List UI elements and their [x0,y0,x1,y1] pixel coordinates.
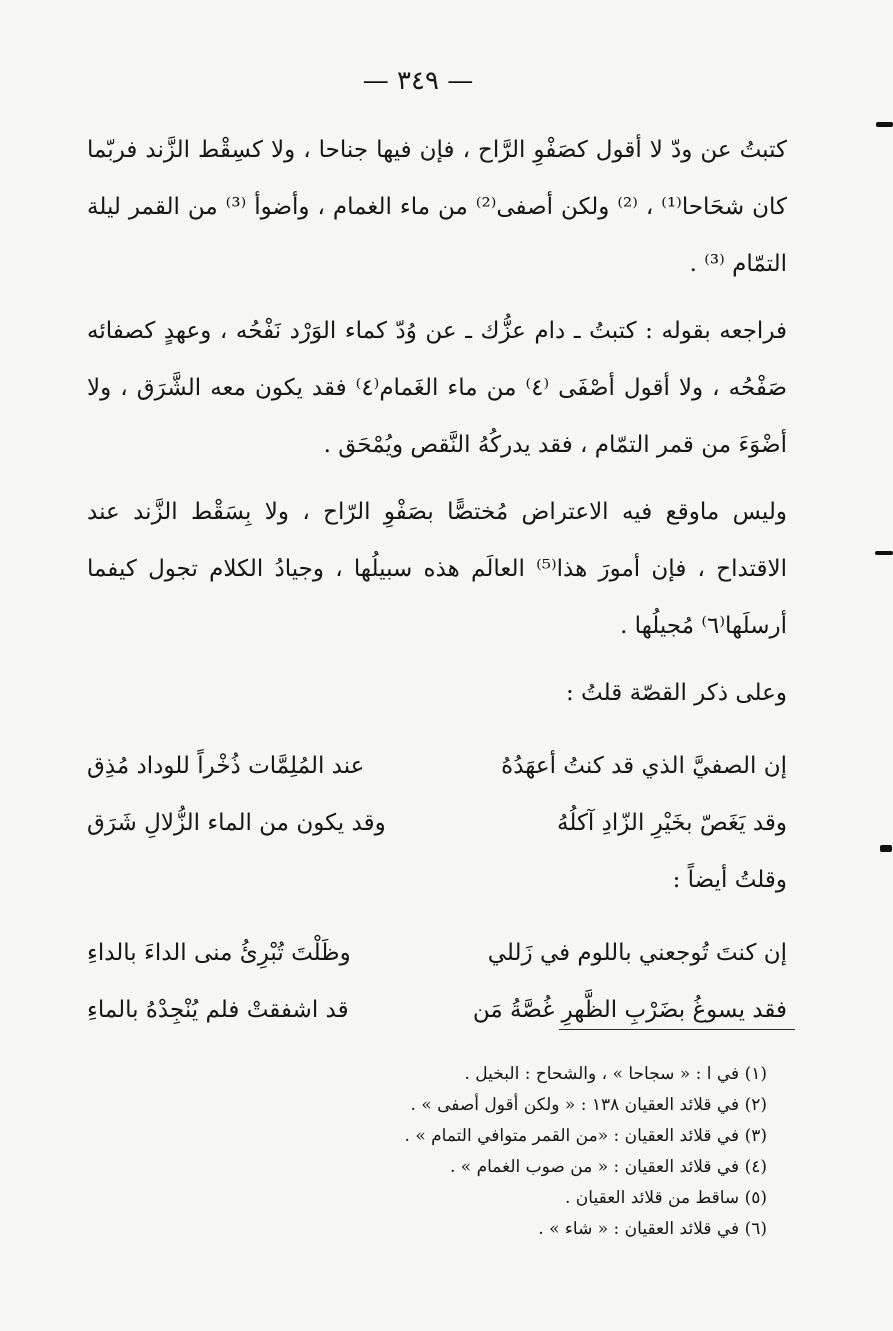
poem-verse [87,982,787,1039]
footnote: (٤) في قلائد العقيان : « من صوب الغمام » . [449,1157,767,1177]
verse-first-half: إن كنتَ تُوجعني باللوم في زَللي [487,940,787,966]
margin-mark [880,845,892,852]
margin-mark [876,122,893,127]
verse-first-half: إن الصفيَّ الذي قد كنتُ أعهَدُهُ [501,753,787,779]
margin-mark [875,551,893,555]
verse-first-half: فقد يسوغُ بضَرْبِ الظَّهرِ غُصَّةُ مَن [472,997,787,1023]
footnote: (٢) في قلائد العقيان ١٣٨ : « ولكن أقول أصفى » . [410,1095,767,1115]
main-text [87,122,787,1039]
verse-second-half: قد اشفقتْ فلم يُنْجِدْهُ بالماءِ [87,997,349,1023]
poem-first [87,738,787,852]
verse-second-half: وظَلْتَ تُبْرِئُ منى الداءَ بالداءِ [87,940,351,966]
footnote-divider [559,1029,795,1030]
page-number: — ٣٤٩ — [362,66,474,96]
paragraph: فراجعه بقوله : كتبتُ ـ دام عزُّك ـ عن وُدّ كماء الوَرْد نَفْحُه ، وعهدٍ كصفائه صَفْحُه ، ولا أقول أصْفَى ⁽٤⁾ من ماء الغَمام⁽٤⁾ فقد يكون معه الشَّرَق ، ولا أضْوَءَ من قمر التمّام ، فقد يدركُهُ النَّقص ويُمْحَق . [87,318,787,458]
paragraph: كتبتُ عن ودّ لا أقول كصَفْوِ الرَّاح ، فإن فيها جناحا ، ولا كسِقْط الزَّند فربّما كان شحَاحا⁽¹⁾ ، ⁽²⁾ ولكن أصفى⁽²⁾ من ماء الغمام ، وأضوأ ⁽³⁾ من القمر ليلة التمّام ⁽³⁾ . [87,137,788,277]
poem-verse [87,738,787,795]
footnote: (٥) ساقط من قلائد العقيان . [565,1188,767,1208]
footnotes [207,1059,767,1245]
poem-second [87,925,787,1039]
poem-intro: وقلتُ أيضاً : [672,867,787,893]
verse-second-half: عند المُلِمَّات ذُخْراً للوداد مُذِق [87,753,365,779]
verse-first-half: وقد يَغَصّ بخَيْرِ الزّادِ آكلُهُ [557,810,787,836]
paragraph: وعلى ذكر القصّة قلتُ : [566,680,787,706]
paragraph: وليس ماوقع فيه الاعتراض مُختصًّا بصَفْوِ الرّاح ، ولا بِسَقْط الزَّند عند الاقتداح ، فإن أمورَ هذا⁽⁵⁾ العالَم هذه سبيلُها ، وجيادُ الكلام تجول كيفما أرسلَها⁽٦⁾ مُجيلُها . [87,499,787,639]
poem-verse [87,795,787,852]
verse-second-half: وقد يكون من الماء الزُّلالِ شَرَق [87,810,386,836]
footnote: (١) في ا : « سجاحا » ، والشحاح : البخيل . [464,1064,767,1084]
footnote: (٦) في قلائد العقيان : « شاء » . [538,1219,767,1239]
footnote: (٣) في قلائد العقيان : «من القمر متوافي التمام » . [404,1126,767,1146]
poem-verse [87,925,787,982]
